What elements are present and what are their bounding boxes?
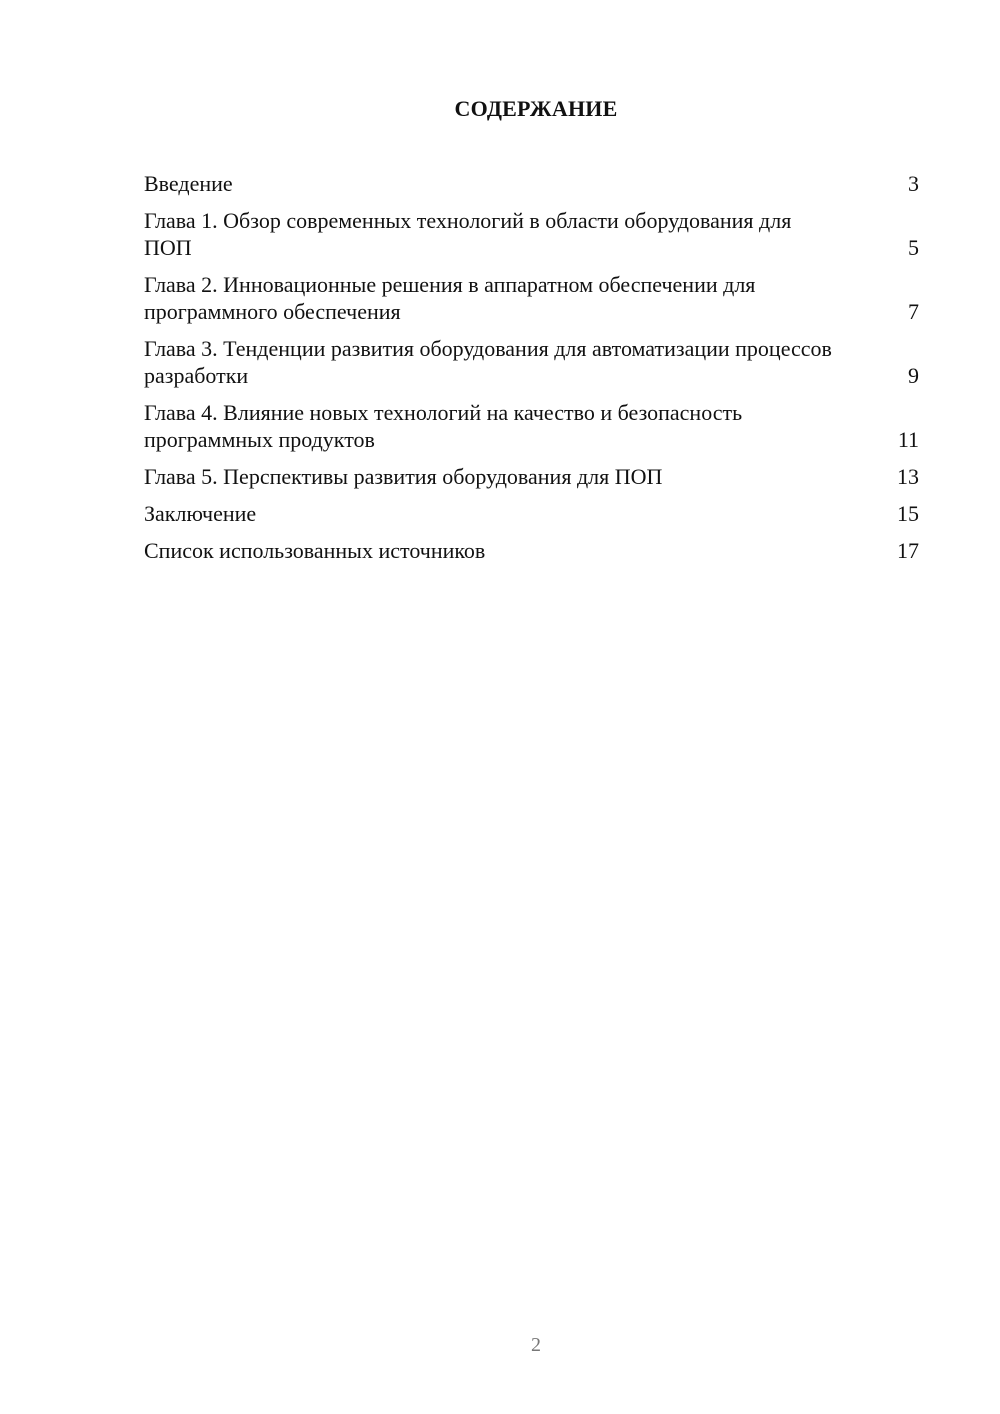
toc-entry-page: 13 (897, 464, 919, 489)
toc-entry-page: 15 (897, 501, 919, 526)
toc-entry-page: 11 (897, 427, 919, 452)
toc-entry-text: Глава 1. Обзор современных технологий в области оборудования для ПОП (144, 208, 792, 260)
toc-title: СОДЕРЖАНИЕ (454, 96, 618, 121)
toc-entry-page: 7 (908, 299, 919, 324)
toc-entry-text: Глава 2. Инновационные решения в аппаратном обеспечении для программного обеспечения (144, 272, 756, 324)
toc-entry-text: Глава 5. Перспективы развития оборудования для ПОП (144, 464, 663, 489)
toc-entry-page: 9 (908, 363, 919, 388)
toc-entry-chapter-4 (144, 399, 919, 453)
toc-entry-page: 3 (908, 171, 919, 196)
toc-entry-text: Глава 4. Влияние новых технологий на качество и безопасность программных продуктов (144, 400, 743, 452)
toc-entry-text: Список использованных источников (144, 538, 486, 563)
toc-list (144, 170, 919, 574)
toc-entry-references (144, 537, 919, 564)
toc-entry-text: Введение (144, 171, 233, 196)
toc-entry-introduction (144, 170, 919, 197)
toc-entry-conclusion (144, 500, 919, 527)
toc-entry-chapter-3 (144, 335, 919, 389)
toc-entry-page: 5 (908, 235, 919, 260)
toc-entry-chapter-2 (144, 271, 919, 325)
toc-entry-text: Глава 3. Тенденции развития оборудования для автоматизации процессов разработки (144, 336, 832, 388)
toc-entry-text: Заключение (144, 501, 257, 526)
toc-entry-page: 17 (897, 538, 919, 563)
toc-entry-chapter-1 (144, 207, 919, 261)
toc-entry-chapter-5 (144, 463, 919, 490)
page-number: 2 (531, 1334, 541, 1356)
